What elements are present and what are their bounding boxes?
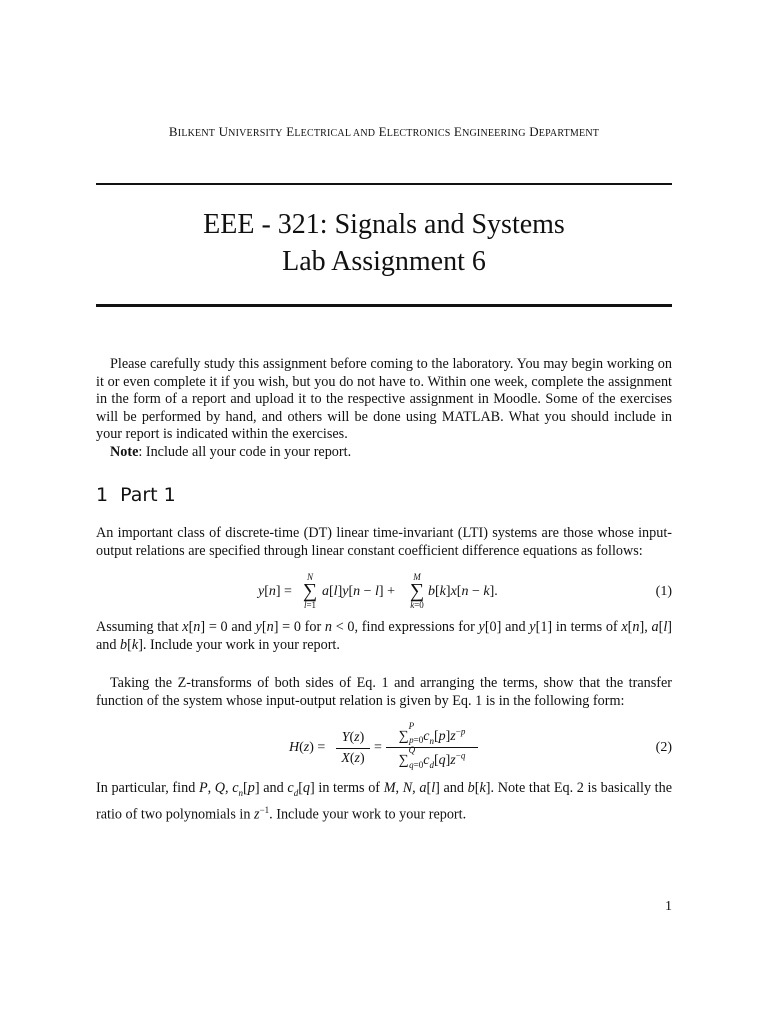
equation-1: y[n] = N ∑ l=1 a[l]y[n − l] + M ∑ k=0 b[k]x[n − k]. (1) xyxy=(258,572,672,610)
equation-1-number: (1) xyxy=(655,584,672,599)
intro-text: Please carefully study this assignment before coming to the laboratory. You may begin working on it or even complete it if you wish, but you do not have to. Within one week, complete the assignment in the form of a report and upload it to the respective assignment in Moodle. Some of the exercises will be performed by hand, and others will be done using MATLAB. What you should include in your report is indicated within the exercises. xyxy=(96,356,672,443)
document-title xyxy=(96,206,672,280)
part1-paragraph-2: Assuming that x[n] = 0 and y[n] = 0 for n < 0, find expressions for y[0] and y[1] in terms of x[n], a[l] and b[k]. Include your work in your report. xyxy=(96,619,672,653)
part1-paragraph-4: In particular, find P, Q, $c_n[p]$ and $c_d[q]$ in terms of M, N, a[l] and b[k]. Note that Eq. 2 is basically the ratio of two polynomials in $z^{-1}$. Include your work to your report. xyxy=(96,780,673,824)
equation-2-number: (2) xyxy=(655,740,672,755)
note-label: Note xyxy=(110,443,139,460)
department-header: BILKENT UNIVERSITY ELECTRICAL AND ELECTRONICS ENGINEERING DEPARTMENT xyxy=(168,124,600,139)
title-line-1: EEE - 321: Signals and Systems xyxy=(203,209,565,240)
note-text: : Include all your code in your report. xyxy=(138,443,352,460)
section-heading xyxy=(96,484,176,506)
section-number: 1 xyxy=(96,484,109,506)
title-rule-top xyxy=(96,183,672,185)
part1-paragraph-1: An important class of discrete-time (DT) linear time-invariant (LTI) systems are those whose input-output relations are specified through linear constant coefficient difference equations as follows: xyxy=(96,525,672,559)
equation-2: H(z) = Y(z) X(z) = $\sum^P_{p=0}c_n[p]z^{-p}$ $\sum^Q_{q=0}c_d[q]z^{-q}$ (2) xyxy=(289,721,672,770)
title-line-2: Lab Assignment 6 xyxy=(282,246,486,277)
page-number: 1 xyxy=(665,899,672,914)
section-title: Part 1 xyxy=(120,484,176,506)
part1-paragraph-3 xyxy=(96,675,672,710)
title-rule-bottom xyxy=(96,304,672,307)
part1-paragraph-3-text: Taking the Z-transforms of both sides of Eq. 1 and arranging the terms, show that the transfer function of the system whose input-output relation is given by Eq. 1 is in the following form: xyxy=(96,675,672,709)
intro-paragraph xyxy=(96,356,672,462)
